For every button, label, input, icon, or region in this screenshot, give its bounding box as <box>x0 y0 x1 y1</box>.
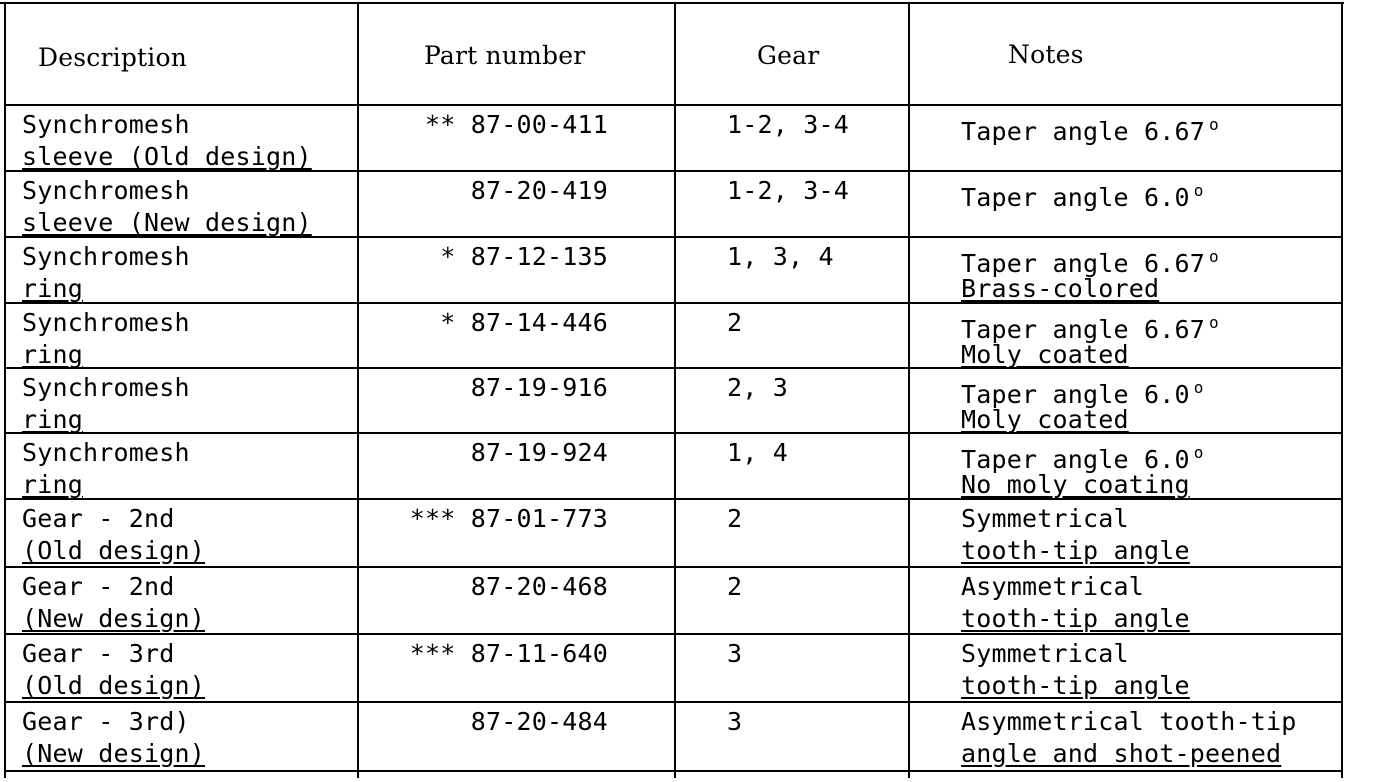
row-divider <box>4 701 1343 703</box>
header-part-number: Part number <box>424 41 586 70</box>
notes-line-1: Symmetrical <box>961 504 1129 533</box>
notes-line-2: tooth-tip angle <box>961 536 1190 565</box>
part-number: 87-20-484 <box>470 707 608 736</box>
notes-line-2: No moly coating <box>961 470 1190 499</box>
description-line-2: ring <box>22 340 84 369</box>
notes-line-1: Asymmetrical <box>961 572 1145 601</box>
description-line-2: ring <box>22 405 84 434</box>
notes-line-2: tooth-tip angle <box>961 671 1190 700</box>
gear-value: 2 <box>727 308 743 337</box>
description-line-1: Synchromesh <box>22 373 190 402</box>
row-divider <box>4 367 1343 369</box>
col-line-1 <box>357 4 359 778</box>
row-divider <box>4 770 1343 772</box>
notes-line-1: Taper angle 6.0 o <box>961 372 1204 410</box>
gear-value: 2, 3 <box>727 373 789 402</box>
gear-value: 3 <box>727 639 743 668</box>
description-line-2: ring <box>22 470 84 499</box>
gear-value: 3 <box>727 707 743 736</box>
notes-line-2: Moly coated <box>961 405 1129 434</box>
description-line-2: sleeve (New design) <box>22 208 312 237</box>
degree-symbol: o <box>1209 247 1219 266</box>
description-line-1: Gear - 2nd <box>22 572 175 601</box>
gear-value: 2 <box>727 572 743 601</box>
part-number: ** 87-00-411 <box>424 110 608 139</box>
part-number: 87-19-924 <box>470 438 608 467</box>
header-description: Description <box>38 43 188 72</box>
description-line-2: sleeve (Old design) <box>22 142 312 171</box>
notes-line-1: Taper angle 6.67 o <box>961 109 1219 147</box>
description-line-1: Synchromesh <box>22 242 190 271</box>
notes-line-1: Taper angle 6.0 o <box>961 437 1204 475</box>
description-line-2: (New design) <box>22 739 206 768</box>
description-line-1: Gear - 3rd) <box>22 707 190 736</box>
part-number: * 87-14-446 <box>440 308 608 337</box>
notes-line-1: Taper angle 6.67 o <box>961 241 1219 279</box>
notes-line-1: Taper angle 6.0 o <box>961 175 1204 213</box>
description-line-1: Synchromesh <box>22 308 190 337</box>
col-line-right <box>1341 4 1343 778</box>
notes-line-1: Asymmetrical tooth-tip <box>961 707 1297 736</box>
degree-symbol: o <box>1193 443 1204 462</box>
gear-value: 1-2, 3-4 <box>727 110 850 139</box>
part-number: *** 87-11-640 <box>409 639 608 668</box>
part-number: 87-20-419 <box>470 176 608 205</box>
degree-symbol: o <box>1209 115 1219 134</box>
row-divider <box>4 104 1343 106</box>
degree-symbol: o <box>1193 378 1204 397</box>
description-line-1: Gear - 3rd <box>22 639 175 668</box>
gear-value: 1, 4 <box>727 438 789 467</box>
notes-line-2: angle and shot-peened <box>961 739 1282 768</box>
notes-line-2: tooth-tip angle <box>961 604 1190 633</box>
degree-symbol: o <box>1209 313 1219 332</box>
notes-line-2: Moly coated <box>961 340 1129 369</box>
description-line-1: Gear - 2nd <box>22 504 175 533</box>
header-gear: Gear <box>757 41 820 70</box>
description-line-2: (New design) <box>22 604 206 633</box>
col-line-3 <box>908 4 910 778</box>
notes-line-2: Brass-colored <box>961 274 1160 303</box>
description-line-1: Synchromesh <box>22 110 190 139</box>
description-line-2: ring <box>22 274 84 303</box>
description-line-2: (Old design) <box>22 536 206 565</box>
col-line-2 <box>674 4 676 778</box>
description-line-1: Synchromesh <box>22 176 190 205</box>
part-number: * 87-12-135 <box>440 242 608 271</box>
degree-symbol: o <box>1193 181 1204 200</box>
gear-value: 1-2, 3-4 <box>727 176 850 205</box>
part-number: 87-19-916 <box>470 373 608 402</box>
part-number: *** 87-01-773 <box>409 504 608 533</box>
header-notes: Notes <box>1008 40 1084 69</box>
gear-value: 2 <box>727 504 743 533</box>
gear-value: 1, 3, 4 <box>727 242 834 271</box>
row-divider <box>4 566 1343 568</box>
description-line-2: (Old design) <box>22 671 206 700</box>
table-top-border <box>0 2 1344 4</box>
part-number: 87-20-468 <box>470 572 608 601</box>
row-divider <box>4 432 1343 434</box>
description-line-1: Synchromesh <box>22 438 190 467</box>
col-line-left <box>4 4 6 778</box>
notes-line-1: Taper angle 6.67 o <box>961 307 1219 345</box>
notes-line-1: Symmetrical <box>961 639 1129 668</box>
